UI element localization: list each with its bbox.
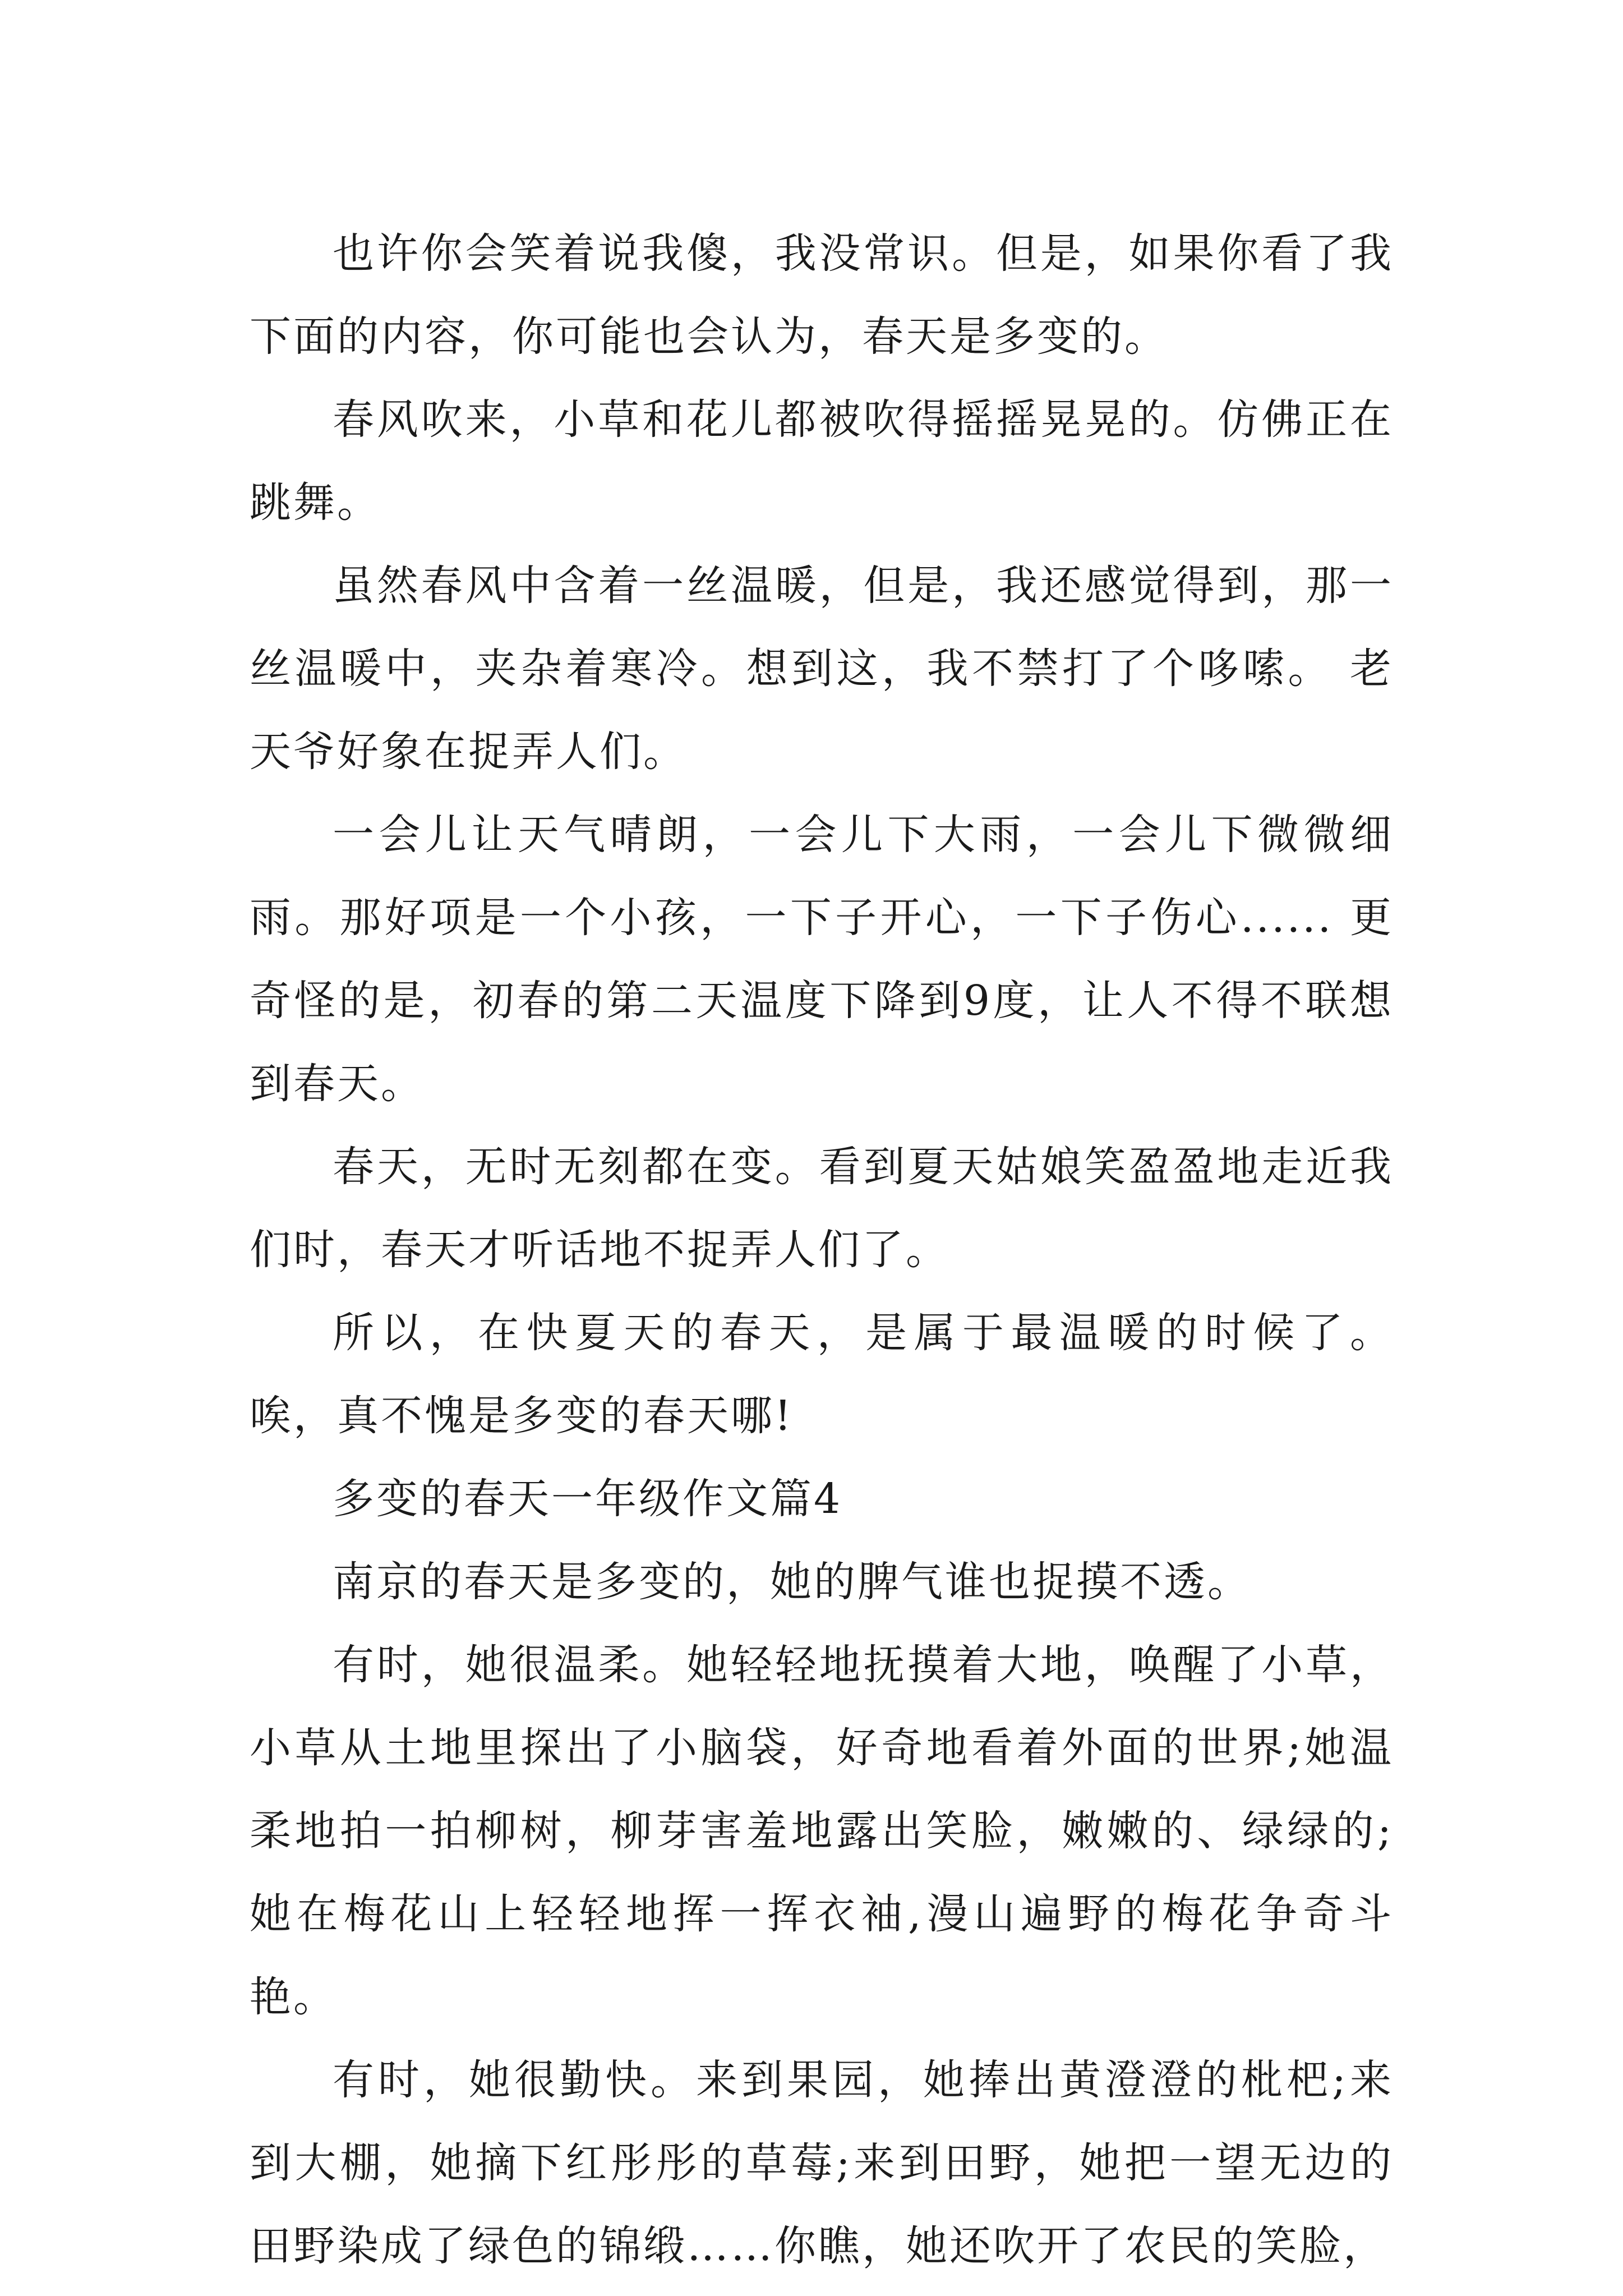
paragraph: 有时，她很勤快。来到果园，她捧出黄澄澄的枇杷;来到大棚，她摘下红彤彤的草莓;来到田野，她把一望无边的田野染成了绿色的锦缎……你瞧，她还吹开了农民的笑脸， bbox=[250, 2056, 1394, 2270]
paragraph: 春风吹来，小草和花儿都被吹得摇摇晃晃的。仿佛正在跳舞。 bbox=[250, 395, 1394, 527]
paragraph: 一会儿让天气晴朗，一会儿下大雨，一会儿下微微细雨。那好项是一个小孩，一下子开心，一下子伤心...... 更奇怪的是，初春的第二天温度下降到9度，让人不得不联想到春天。 bbox=[250, 811, 1394, 1108]
document-body bbox=[250, 212, 1394, 2288]
section-title: 多变的春天一年级作文篇4 bbox=[333, 1475, 843, 1523]
paragraph: 虽然春风中含着一丝温暖，但是，我还感觉得到，那一丝温暖中，夹杂着寒冷。想到这，我不禁打了个哆嗦。 老天爷好象在捉弄人们。 bbox=[250, 562, 1394, 776]
paragraph: 所以，在快夏天的春天，是属于最温暖的时候了。 唉，真不愧是多变的春天哪! bbox=[250, 1309, 1394, 1440]
paragraph: 春天，无时无刻都在变。看到夏天姑娘笑盈盈地走近我们时，春天才听话地不捉弄人们了。 bbox=[250, 1143, 1394, 1274]
paragraph: 也许你会笑着说我傻，我没常识。但是，如果你看了我下面的内容，你可能也会认为，春天是多变的。 bbox=[250, 229, 1394, 361]
paragraph: 有时，她很温柔。她轻轻地抚摸着大地，唤醒了小草，小草从土地里探出了小脑袋，好奇地看着外面的世界;她温柔地拍一拍柳树，柳芽害羞地露出笑脸，嫩嫩的、绿绿的;她在梅花山上轻轻地挥一挥衣袖,漫山遍野的梅花争奇斗艳。 bbox=[250, 1641, 1394, 2021]
paragraph: 南京的春天是多变的，她的脾气谁也捉摸不透。 bbox=[333, 1558, 1251, 1606]
